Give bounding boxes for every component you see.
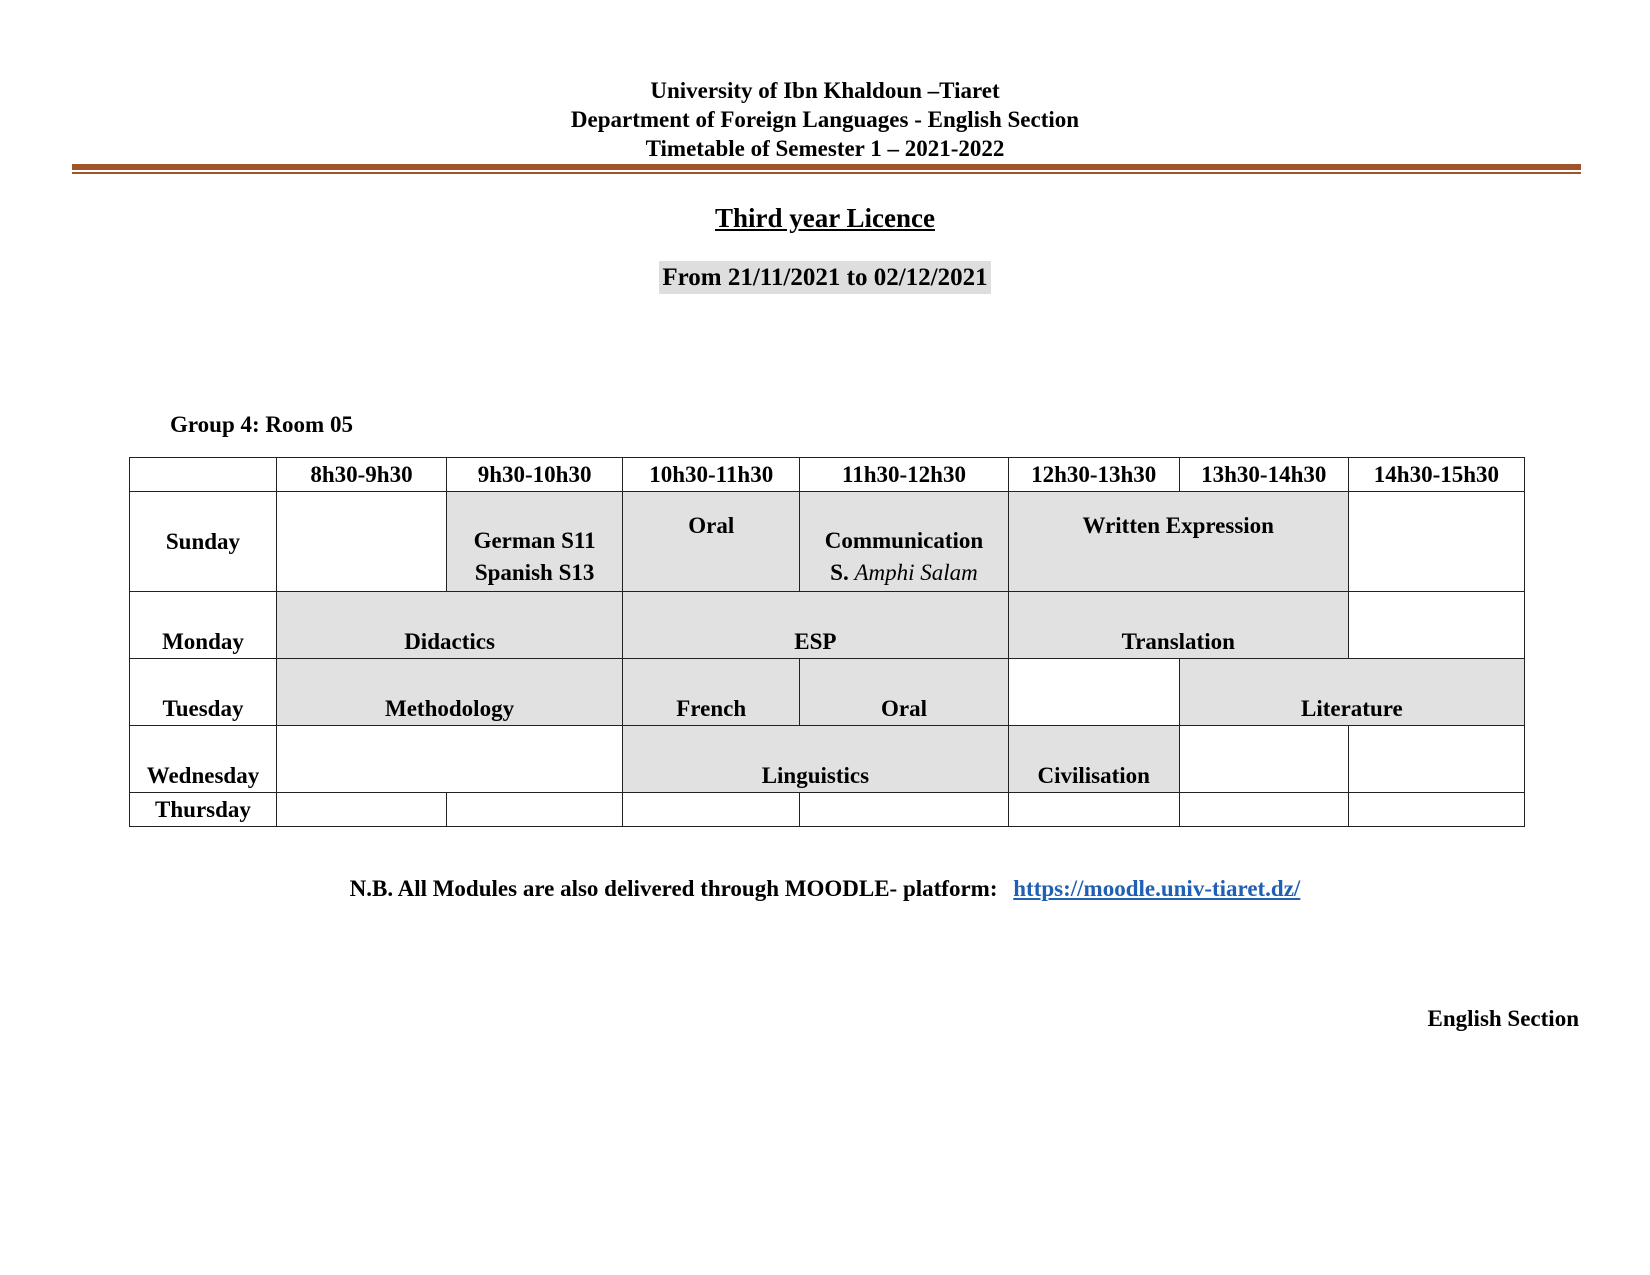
class-cell-oral: Oral <box>800 659 1008 726</box>
table-row-tuesday <box>130 659 1525 726</box>
class-cell-french: French <box>623 659 800 726</box>
time-slot-header: 11h30-12h30 <box>800 458 1008 492</box>
corner-cell <box>130 458 277 492</box>
table-row-thursday <box>130 793 1525 827</box>
day-label: Thursday <box>130 793 277 827</box>
time-slot-header: 8h30-9h30 <box>276 458 446 492</box>
day-label: Wednesday <box>130 726 277 793</box>
day-label: Sunday <box>130 492 277 592</box>
empty-cell <box>1008 659 1179 726</box>
class-cell-didactics: Didactics <box>276 592 622 659</box>
empty-cell <box>800 793 1008 827</box>
table-row-monday <box>130 592 1525 659</box>
class-cell-oral <box>623 492 800 592</box>
time-slot-header: 10h30-11h30 <box>623 458 800 492</box>
class-cell-civilisation: Civilisation <box>1008 726 1179 793</box>
timetable-title: Timetable of Semester 1 – 2021-2022 <box>645 136 1005 161</box>
empty-cell <box>1348 793 1524 827</box>
room-prefix: S. <box>830 559 849 585</box>
german-class: German S11 <box>473 527 596 553</box>
communication-class: Communication <box>824 527 984 553</box>
class-cell-languages <box>447 492 623 592</box>
table-row-wednesday <box>130 726 1525 793</box>
empty-cell <box>276 726 622 793</box>
spanish-class: Spanish S13 <box>474 559 595 585</box>
class-cell-linguistics: Linguistics <box>623 726 1008 793</box>
university-name: University of Ibn Khaldoun –Tiaret <box>650 78 1000 103</box>
class-cell-esp: ESP <box>623 592 1008 659</box>
time-slot-header: 12h30-13h30 <box>1008 458 1179 492</box>
level-title: Third year Licence <box>715 203 935 233</box>
period-label: From 21/11/2021 to 02/12/2021 <box>659 261 990 294</box>
document-header <box>0 76 1650 163</box>
header-rule-thin <box>72 172 1581 174</box>
moodle-note <box>0 876 1650 902</box>
empty-cell <box>1348 492 1524 592</box>
note-text: N.B. All Modules are also delivered through MOODLE- platform: <box>349 876 998 901</box>
signature: English Section <box>1427 1006 1579 1031</box>
oral-class: Oral <box>688 512 735 538</box>
empty-cell <box>447 793 623 827</box>
empty-cell <box>1179 726 1348 793</box>
class-cell-translation: Translation <box>1008 592 1348 659</box>
class-cell-written-expression <box>1008 492 1348 592</box>
empty-cell <box>276 793 446 827</box>
header-rule <box>72 164 1581 170</box>
empty-cell <box>276 492 446 592</box>
table-header-row <box>130 458 1525 492</box>
day-label: Tuesday <box>130 659 277 726</box>
empty-cell <box>623 793 800 827</box>
day-label: Monday <box>130 592 277 659</box>
empty-cell <box>1348 726 1524 793</box>
time-slot-header: 14h30-15h30 <box>1348 458 1524 492</box>
time-slot-header: 9h30-10h30 <box>447 458 623 492</box>
timetable <box>129 457 1525 827</box>
written-expression-class: Written Expression <box>1082 512 1274 538</box>
class-cell-communication <box>800 492 1008 592</box>
class-cell-methodology: Methodology <box>276 659 622 726</box>
department-name: Department of Foreign Languages - English Section <box>570 107 1080 132</box>
moodle-link[interactable]: https://moodle.univ-tiaret.dz/ <box>1013 876 1301 901</box>
empty-cell <box>1008 793 1179 827</box>
group-label: Group 4: Room 05 <box>170 412 353 437</box>
class-cell-literature: Literature <box>1179 659 1524 726</box>
communication-room <box>800 557 1007 589</box>
table-row-sunday <box>130 492 1525 592</box>
empty-cell <box>1348 592 1524 659</box>
time-slot-header: 13h30-14h30 <box>1179 458 1348 492</box>
empty-cell <box>1179 793 1348 827</box>
room-name: Amphi Salam <box>854 559 978 585</box>
